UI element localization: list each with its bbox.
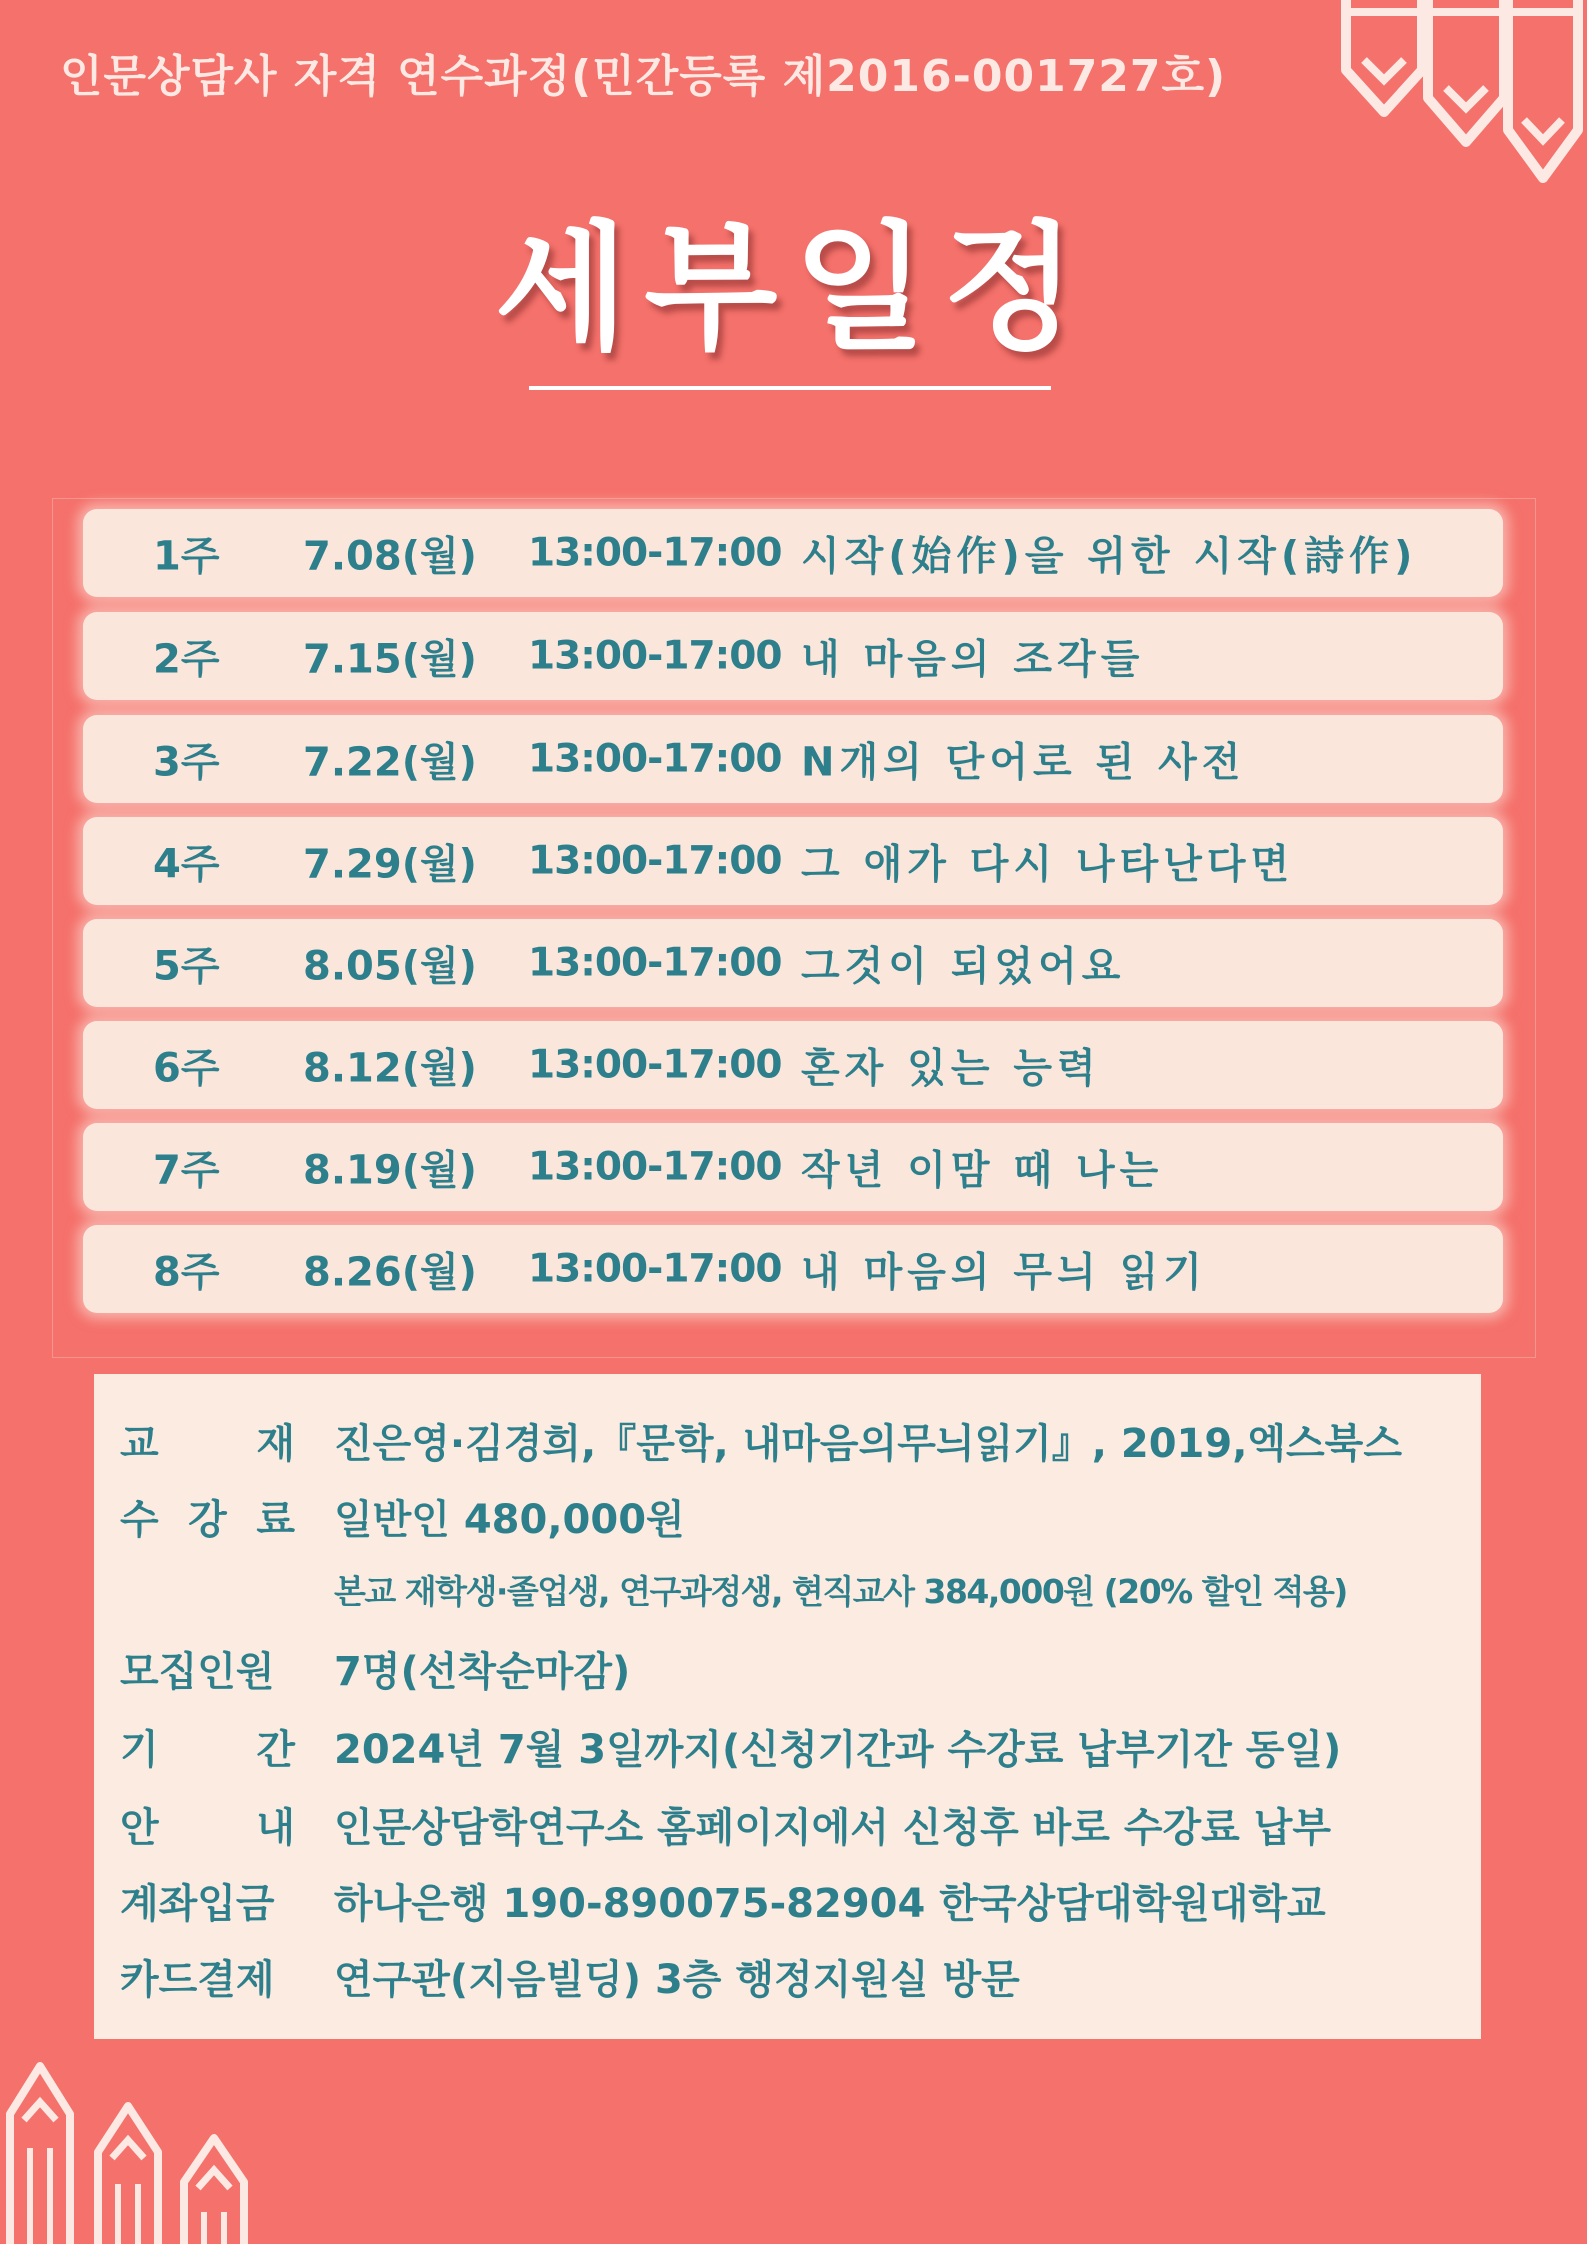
schedule-topic: 작년 이맘 때 나는 — [801, 1147, 1164, 1194]
schedule-date: 7.29(월) — [303, 841, 477, 888]
course-subtitle: 인문상담사 자격 연수과정(민간등록 제2016-001727호) — [60, 51, 1227, 102]
schedule-time: 13:00-17:00 — [528, 530, 782, 576]
schedule-topic: 혼자 있는 능력 — [801, 1045, 1101, 1092]
pencil-icon — [90, 2098, 166, 2244]
schedule-topic: 그것이 되었어요 — [801, 943, 1126, 990]
schedule-date: 7.22(월) — [303, 739, 477, 786]
pencil-icon — [176, 2130, 252, 2244]
schedule-week: 2주 — [153, 636, 220, 683]
schedule-time: 13:00-17:00 — [528, 736, 782, 782]
info-value: 일반인 480,000원 — [334, 1497, 685, 1543]
course-info-panel — [94, 1374, 1481, 2039]
schedule-date: 7.15(월) — [303, 636, 477, 683]
schedule-row — [83, 919, 1503, 1007]
schedule-date: 8.26(월) — [303, 1249, 477, 1296]
info-label: 수 강 료 — [120, 1497, 295, 1543]
info-value: 2024년 7월 3일까지(신청기간과 수강료 납부기간 동일) — [334, 1727, 1342, 1773]
schedule-time: 13:00-17:00 — [528, 1144, 782, 1190]
info-value: 7명(선착순마감) — [334, 1649, 631, 1695]
info-label: 교 재 — [120, 1421, 295, 1467]
schedule-row — [83, 1225, 1503, 1313]
info-label: 계좌입금 — [120, 1881, 275, 1927]
fee-discount-note: 본교 재학생·졸업생, 연구과정생, 현직교사 384,000원 (20% 할인 적용) — [334, 1572, 1347, 1611]
schedule-week: 5주 — [153, 943, 220, 990]
schedule-row — [83, 1123, 1503, 1211]
schedule-row — [83, 817, 1503, 905]
schedule-week: 3주 — [153, 739, 220, 786]
info-label: 카드결제 — [120, 1957, 275, 2003]
pencil-icon — [1500, 0, 1586, 185]
schedule-date: 8.12(월) — [303, 1045, 477, 1092]
schedule-week: 4주 — [153, 841, 220, 888]
info-label: 안 내 — [120, 1805, 295, 1851]
info-label: 모집인원 — [120, 1649, 275, 1695]
schedule-time: 13:00-17:00 — [528, 633, 782, 679]
page-title: 세부일정 — [494, 208, 1093, 369]
schedule-week: 8주 — [153, 1249, 220, 1296]
schedule-date: 8.05(월) — [303, 943, 477, 990]
schedule-topic: N개의 단어로 된 사전 — [801, 739, 1246, 786]
schedule-row — [83, 1021, 1503, 1109]
schedule-time: 13:00-17:00 — [528, 940, 782, 986]
schedule-time: 13:00-17:00 — [528, 1246, 782, 1292]
schedule-week: 1주 — [153, 533, 220, 580]
info-value: 연구관(지음빌딩) 3층 행정지원실 방문 — [334, 1957, 1020, 2003]
info-value: 진은영·김경희,『문학, 내마음의무늬읽기』, 2019,엑스북스 — [334, 1421, 1402, 1467]
schedule-time: 13:00-17:00 — [528, 1042, 782, 1088]
schedule-topic: 내 마음의 조각들 — [801, 636, 1145, 683]
schedule-time: 13:00-17:00 — [528, 838, 782, 884]
schedule-topic: 그 애가 다시 나타난다면 — [801, 841, 1295, 888]
info-value: 인문상담학연구소 홈페이지에서 신청후 바로 수강료 납부 — [334, 1805, 1331, 1851]
pencil-icon — [2, 2058, 78, 2244]
schedule-row — [83, 612, 1503, 700]
schedule-week: 6주 — [153, 1045, 220, 1092]
schedule-row — [83, 715, 1503, 803]
title-divider — [529, 386, 1051, 390]
schedule-date: 8.19(월) — [303, 1147, 477, 1194]
schedule-list — [52, 498, 1536, 1358]
info-label: 기 간 — [120, 1727, 295, 1773]
schedule-date: 7.08(월) — [303, 533, 477, 580]
schedule-row — [83, 509, 1503, 597]
info-value: 하나은행 190-890075-82904 한국상담대학원대학교 — [334, 1881, 1326, 1927]
schedule-week: 7주 — [153, 1147, 220, 1194]
schedule-topic: 시작(始作)을 위한 시작(詩作) — [801, 533, 1418, 580]
schedule-topic: 내 마음의 무늬 읽기 — [801, 1249, 1207, 1296]
